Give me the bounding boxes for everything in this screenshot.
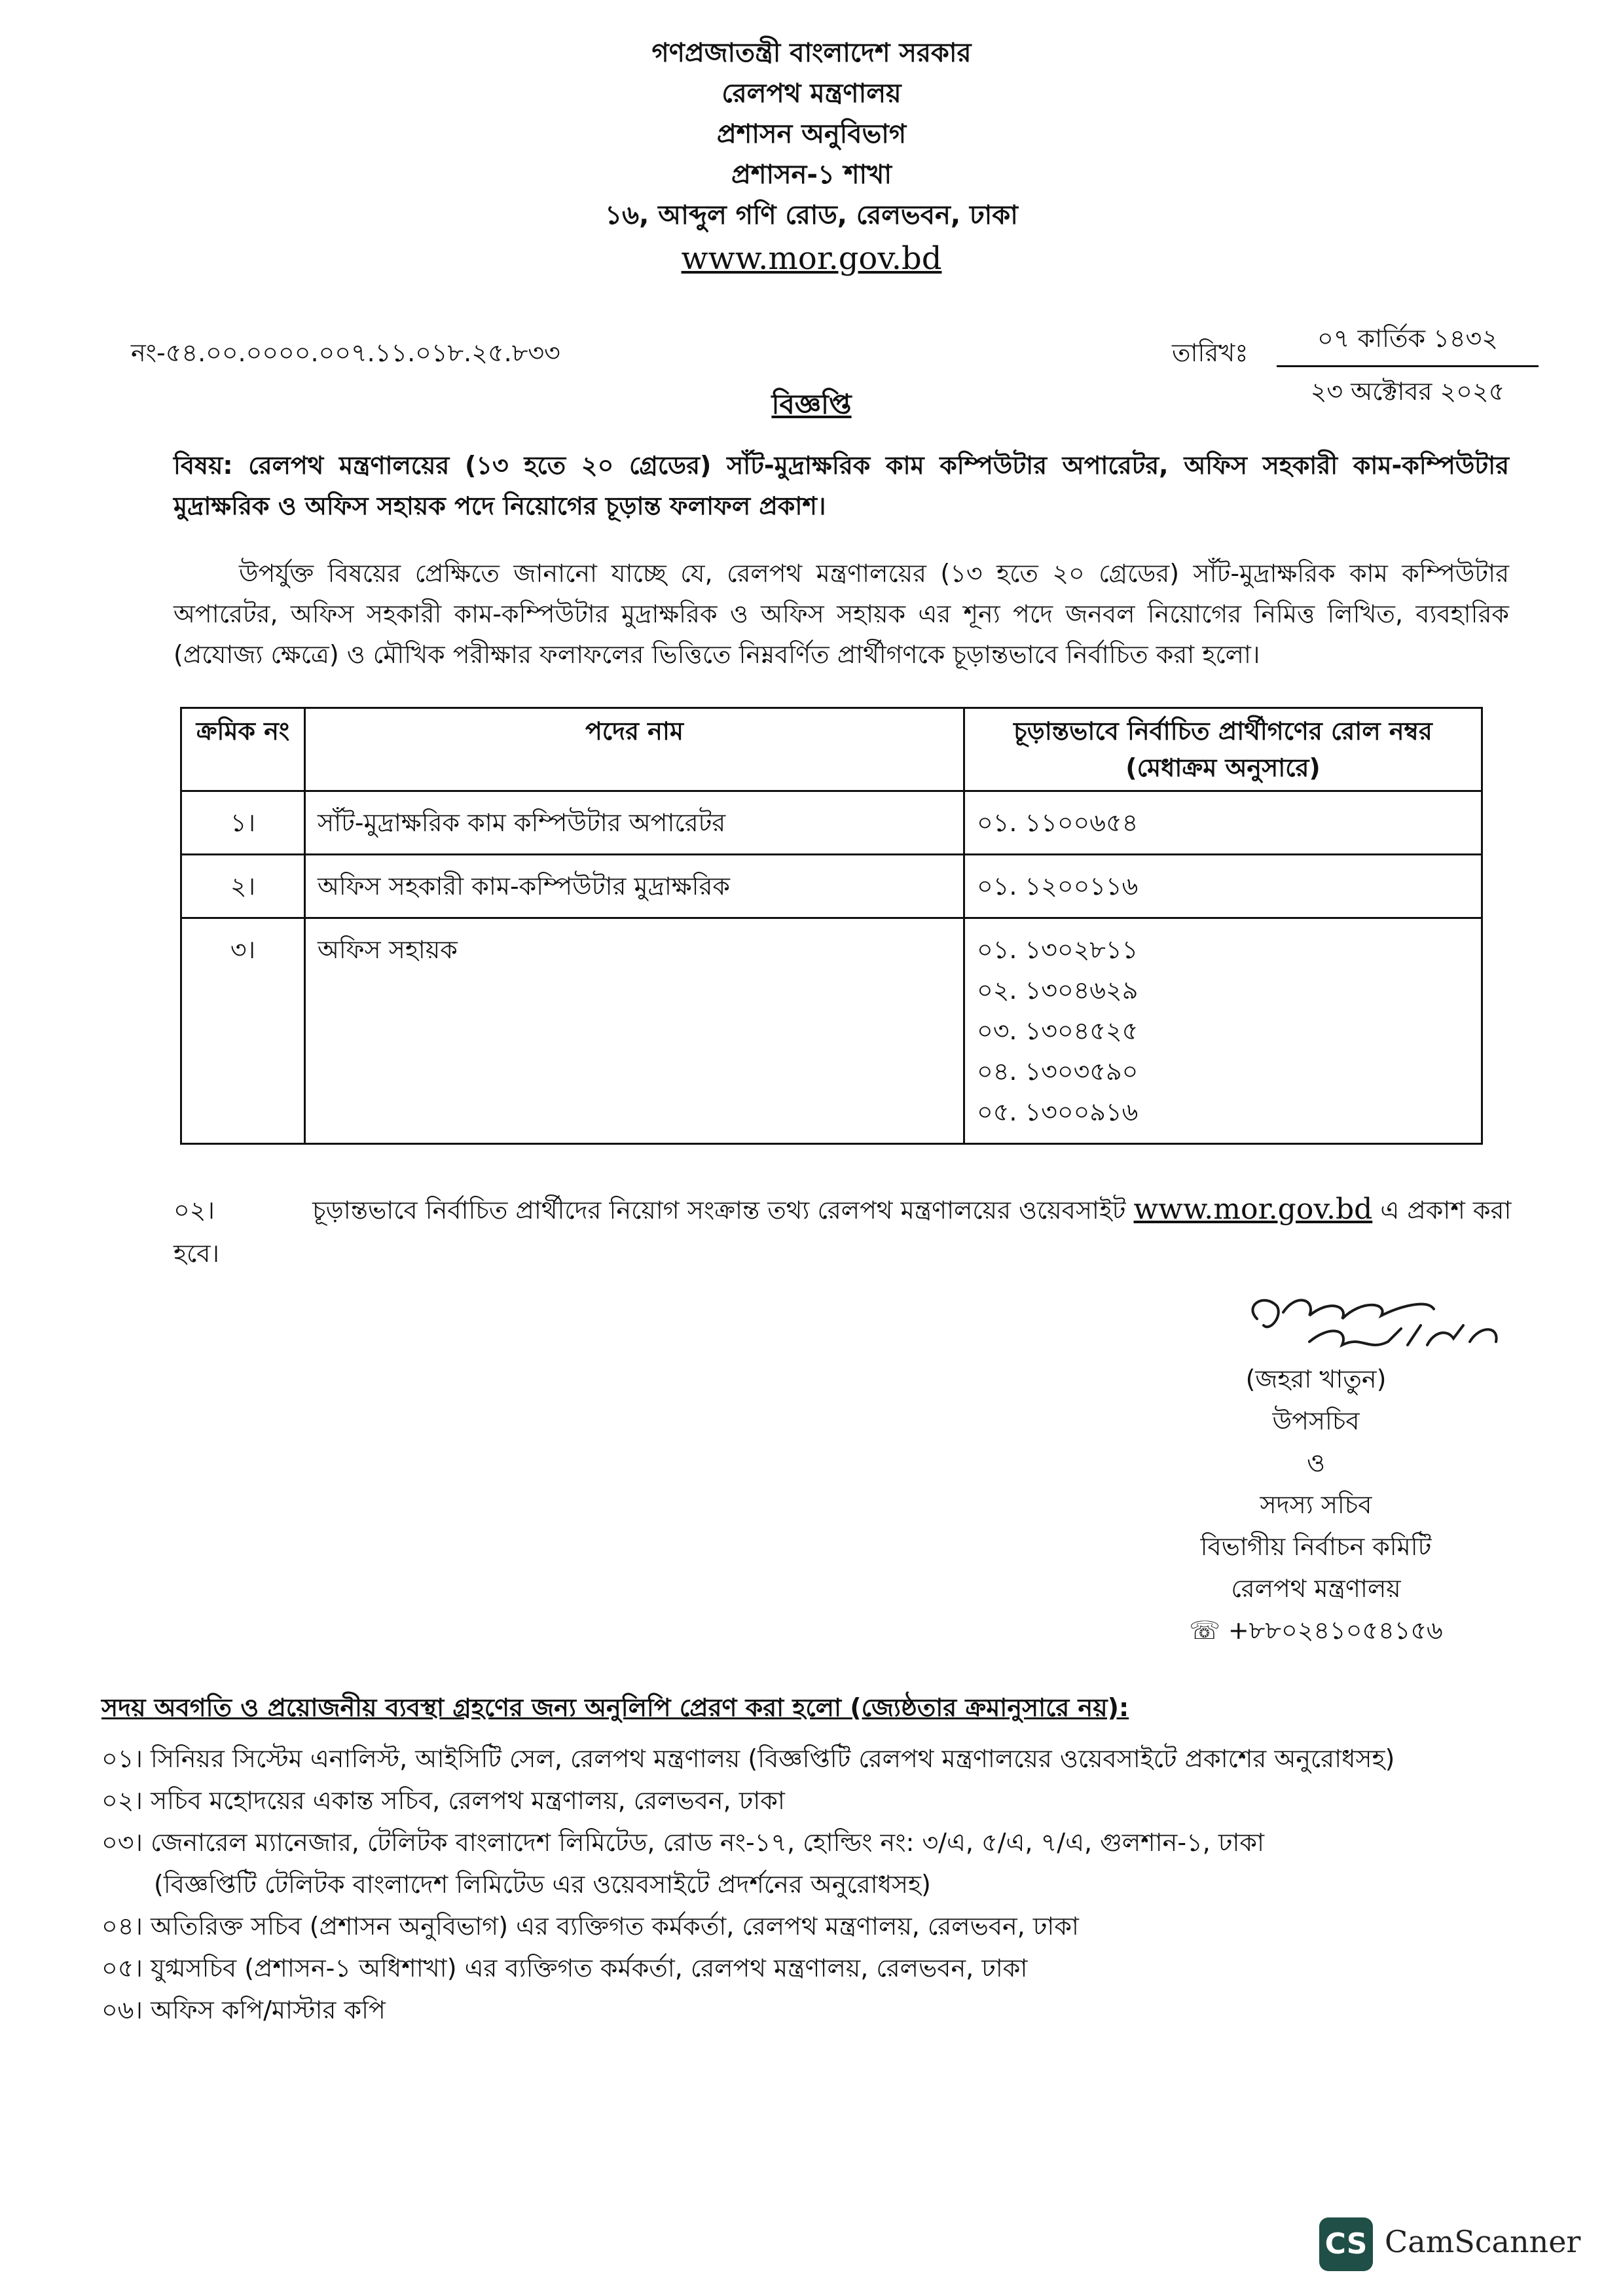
paragraph-number: ০২।: [173, 1196, 215, 1225]
roll-number: ০৪. ১৩০৩৫৯০: [977, 1057, 1139, 1086]
signatory-conjunction: ও: [1307, 1448, 1325, 1477]
address: ১৬, আব্দুল গণি রোড, রেলভবন, ঢাকা: [605, 200, 1018, 230]
website-link[interactable]: www.mor.gov.bd: [681, 240, 942, 277]
branch-name: প্রশাসন-১ শাখা: [731, 160, 892, 190]
signatory-phone-line: [1113, 1609, 1519, 1651]
telephone-icon: ☏: [1189, 1616, 1228, 1645]
signatory-role: সদস্য সচিব: [1260, 1490, 1372, 1519]
table-header-row: [181, 708, 1482, 791]
header-serial: ক্রমিক নং: [181, 708, 305, 791]
signatory-designation: উপসচিব: [1272, 1407, 1360, 1435]
letterhead: [0, 33, 1623, 281]
division-name: প্রশাসন অনুবিভাগ: [716, 119, 907, 149]
table-row: [181, 855, 1482, 918]
header-post: পদের নাম: [305, 708, 964, 791]
signatory-committee: বিভাগীয় নির্বাচন কমিটি: [1200, 1532, 1432, 1561]
paragraph-02: [173, 1188, 1542, 1275]
row-post: অফিস সহায়ক: [305, 918, 964, 1144]
memo-number: নং-৫৪.০০.০০০০.০০৭.১১.০১৮.২৫.৮৩৩: [131, 338, 560, 367]
government-name: গণপ্রজাতন্ত্রী বাংলাদেশ সরকার: [651, 38, 972, 68]
website-link[interactable]: www.mor.gov.bd: [1133, 1193, 1373, 1226]
camscanner-name: CamScanner: [1385, 2224, 1581, 2259]
row-serial: ২।: [181, 855, 305, 918]
paragraph-text-end: এ প্রকাশ করা হবে।: [173, 1196, 1512, 1268]
row-serial: ৩।: [181, 918, 305, 1144]
camscanner-logo-icon: CS: [1319, 2217, 1373, 2271]
signatory-phone: +৮৮০২৪১০৫৪১৫৬: [1228, 1616, 1443, 1645]
list-item-note: (বিজ্ঞপ্তিটি টেলিটক বাংলাদেশ লিমিটেড এর ওয়েবসাইটে প্রদর্শনের অনুরোধসহ): [154, 1870, 931, 1899]
date-bangla: ০৭ কার্তিক ১৪৩২: [1277, 319, 1539, 367]
list-item: ০৫। যুগ্মসচিব (প্রশাসন-১ অধিশাখা) এর ব্যক্তিগত কর্মকর্তা, রেলপথ মন্ত্রণালয়, রেলভবন, ঢাকা: [101, 1954, 1028, 1982]
list-item: ০৪। অতিরিক্ত সচিব (প্রশাসন অনুবিভাগ) এর ব্যক্তিগত কর্মকর্তা, রেলপথ মন্ত্রণালয়, রেলভবন, ঢাকা: [101, 1912, 1079, 1941]
roll-number: ০৩. ১৩০৪৫২৫: [977, 1016, 1139, 1045]
row-rolls: [964, 918, 1482, 1144]
roll-number: ০১. ১১০০৬৫৪: [977, 808, 1139, 837]
table-row: [181, 918, 1482, 1144]
row-post: অফিস সহকারী কাম-কম্পিউটার মুদ্রাক্ষরিক: [305, 855, 964, 918]
row-rolls: [964, 791, 1482, 855]
camscanner-watermark: [1319, 2212, 1581, 2278]
notice-title: বিজ্ঞপ্তি: [771, 388, 852, 420]
list-item: ০১। সিনিয়র সিস্টেম এনালিস্ট, আইসিটি সেল, রেলপথ মন্ত্রণালয় (বিজ্ঞপ্তিটি রেলপথ মন্ত্রণালয়ের ওয়েবসাইটে প্রকাশের অনুরোধসহ): [101, 1744, 1395, 1773]
roll-number: ০৫. ১৩০০৯১৬: [977, 1098, 1139, 1126]
row-serial: ১।: [181, 791, 305, 855]
row-rolls: [964, 855, 1482, 918]
table-row: [181, 791, 1482, 855]
list-item: ০৩। জেনারেল ম্যানেজার, টেলিটক বাংলাদেশ লিমিটেড, রোড নং-১৭, হোল্ডিং নং: ৩/এ, ৫/এ, ৭/এ, গুলশান-১, ঢাকা: [101, 1828, 1265, 1857]
cc-list: [101, 1738, 1542, 2031]
paragraph-text: চূড়ান্তভাবে নির্বাচিত প্রার্থীদের নিয়োগ সংক্রান্ত তথ্য রেলপথ মন্ত্রণালয়ের ওয়েবসাইট: [312, 1196, 1126, 1225]
signatory-ministry: রেলপথ মন্ত্রণালয়: [1231, 1574, 1401, 1603]
header-rolls: চূড়ান্তভাবে নির্বাচিত প্রার্থীগণের রোল নম্বর (মেধাক্রম অনুসারে): [964, 708, 1482, 791]
signatory-name: (জহরা খাতুন): [1245, 1365, 1387, 1393]
roll-number: ০২. ১৩০৪৬২৯: [977, 976, 1139, 1005]
date-label: তারিখঃ: [1172, 338, 1249, 367]
ministry-name: রেলপথ মন্ত্রণালয়: [721, 79, 902, 109]
cc-title: সদয় অবগতি ও প্রয়োজনীয় ব্যবস্থা গ্রহণের জন্য অনুলিপি প্রেরণ করা হলো (জ্যেষ্ঠতার ক্রমানুসারে নয়):: [101, 1693, 1129, 1722]
subject-line: বিষয়: রেলপথ মন্ত্রণালয়ের (১৩ হতে ২০ গ্রেডের) সাঁট-মুদ্রাক্ষরিক কাম কম্পিউটার অপারেটর, অফিস সহকারী কাম-কম্পিউটার মুদ্রাক্ষরিক ও অফিস সহায়ক পদে নিয়োগের চূড়ান্ত ফলাফল প্রকাশ।: [173, 451, 1509, 520]
signatory-block: [1113, 1358, 1519, 1651]
list-item: ০২। সচিব মহোদয়ের একান্ত সচিব, রেলপথ মন্ত্রণালয়, রেলভবন, ঢাকা: [101, 1786, 785, 1815]
row-post: সাঁট-মুদ্রাক্ষরিক কাম কম্পিউটার অপারেটর: [305, 791, 964, 855]
roll-number: ০১. ১৩০২৮১১: [977, 935, 1139, 964]
roll-number: ০১. ১২০০১১৬: [977, 872, 1139, 901]
results-table: [180, 707, 1483, 1145]
date-english: ২৩ অক্টোবর ২০২৫: [1310, 377, 1505, 406]
body-paragraph: উপর্যুক্ত বিষয়ের প্রেক্ষিতে জানানো যাচ্ছে যে, রেলপথ মন্ত্রণালয়ের (১৩ হতে ২০ গ্রেডের) সাঁট-মুদ্রাক্ষরিক কাম কম্পিউটার অপারেটর, অফিস সহকারী কাম-কম্পিউটার মুদ্রাক্ষরিক ও অফিস সহায়ক এর শূন্য পদে জনবল নিয়োগের নিমিত্ত লিখিত, ব্যবহারিক (প্রযোজ্য ক্ষেত্রে) ও মৌখিক পরীক্ষার ফলাফলের ভিত্তিতে নিম্নবর্ণিত প্রার্থীগণকে চূড়ান্তভাবে নির্বাচিত করা হলো।: [173, 559, 1509, 669]
list-item: ০৬। অফিস কপি/মাস্টার কপি: [101, 1996, 386, 2024]
